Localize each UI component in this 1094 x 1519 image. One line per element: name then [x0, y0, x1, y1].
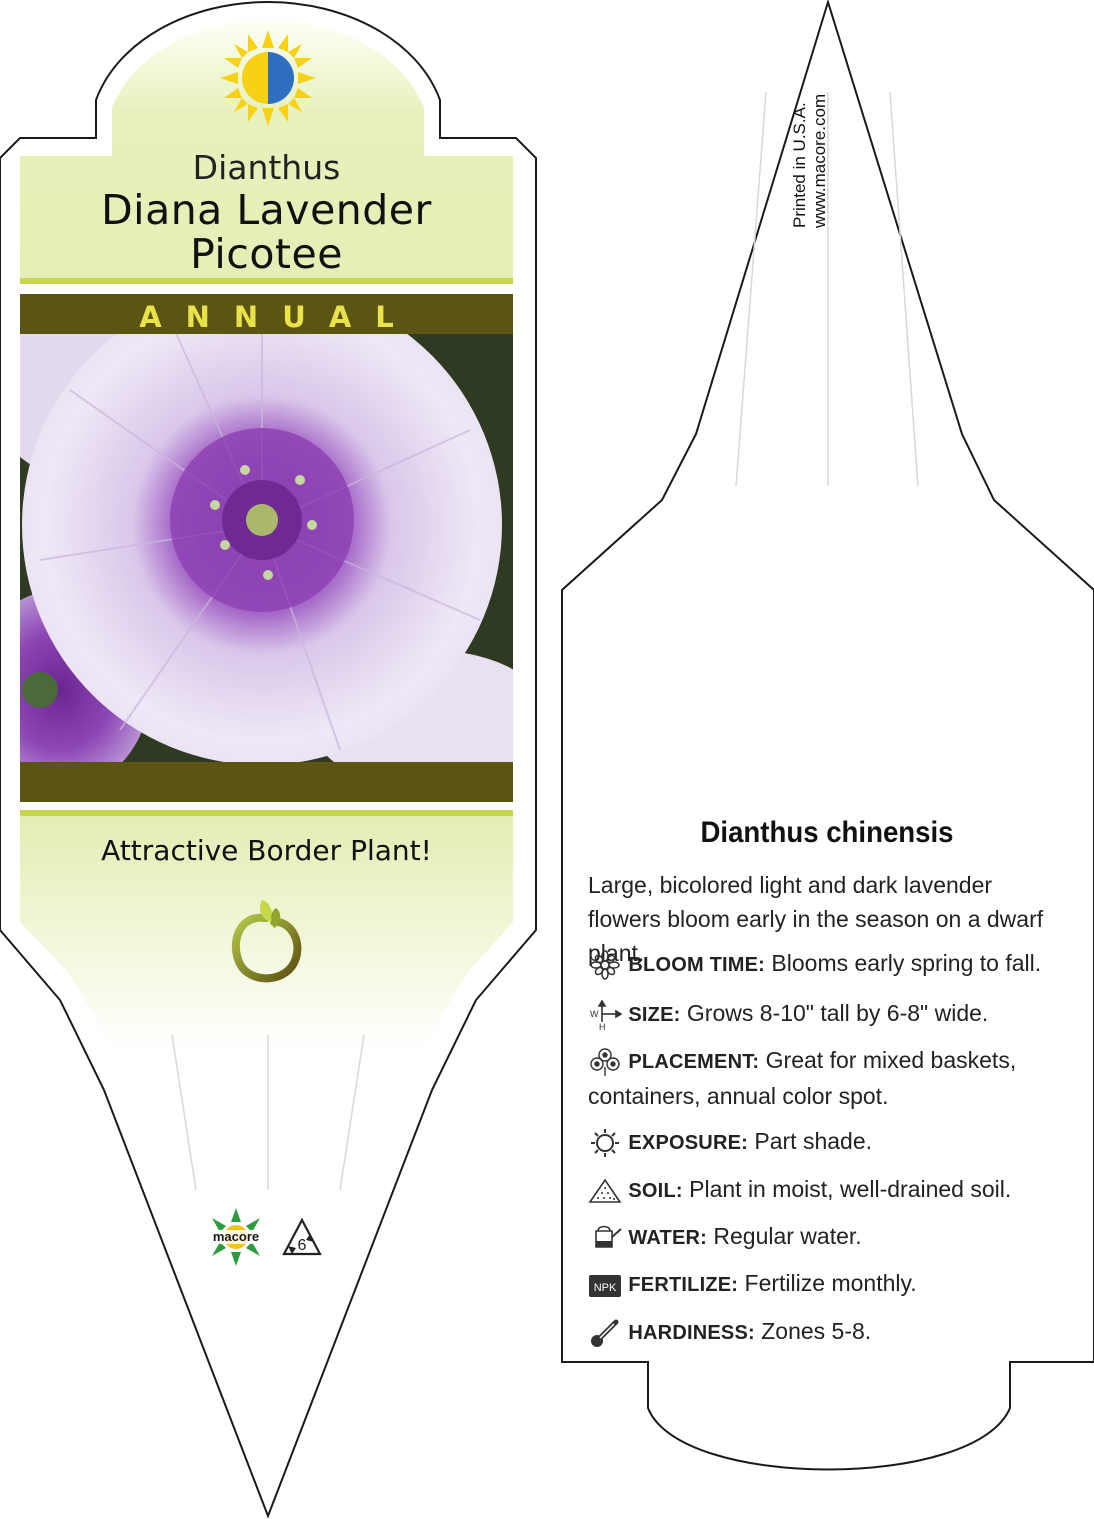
flower-cluster-icon: [588, 1047, 622, 1077]
brand-logo-text: macore: [212, 1229, 260, 1244]
size-w-label: W: [590, 1008, 599, 1019]
flower-icon: [588, 950, 622, 980]
care-text: Blooms early spring to fall.: [771, 950, 1042, 976]
website: www.macore.com: [810, 93, 829, 228]
cultivar-line-2: Picotee: [190, 230, 343, 278]
care-text: Great for mixed baskets, containers, annual color spot.: [588, 1047, 1017, 1109]
soil-icon: [588, 1176, 622, 1206]
size-arrows-icon: [588, 1000, 622, 1030]
care-label: WATER:: [628, 1227, 707, 1249]
size-h-label: H: [599, 1021, 606, 1030]
care-text: Zones 5-8.: [761, 1318, 872, 1344]
care-text: Grows 8-10" tall by 6-8" wide.: [686, 1000, 989, 1026]
npk-text: NPK: [593, 1281, 617, 1294]
care-row-hardiness: [588, 1314, 1058, 1350]
care-label: EXPOSURE:: [628, 1132, 748, 1154]
care-label: PLACEMENT:: [628, 1051, 760, 1073]
plant-category: ANNUAL: [139, 300, 418, 334]
care-label: BLOOM TIME:: [628, 954, 766, 976]
care-row-fertilize: [588, 1266, 1058, 1302]
npk-icon: [588, 1270, 622, 1300]
care-text: Fertilize monthly.: [744, 1270, 917, 1296]
printer-info: [790, 94, 830, 228]
printed-in: Printed in U.S.A.: [790, 102, 809, 228]
tagline: Attractive Border Plant!: [101, 834, 432, 867]
care-label: HARDINESS:: [628, 1322, 755, 1344]
care-text: Part shade.: [754, 1128, 873, 1154]
watering-can-icon: [588, 1223, 622, 1253]
care-text: Plant in moist, well-drained soil.: [689, 1176, 1012, 1202]
genus-name: Dianthus: [192, 148, 341, 187]
care-row-size: [588, 996, 1058, 1032]
care-label: SIZE:: [628, 1004, 681, 1026]
care-row-soil: [588, 1172, 1058, 1208]
recycle-code: 6: [297, 1237, 307, 1254]
species-name: Dianthus chinensis: [700, 816, 954, 849]
care-row-bloom-time: [588, 946, 1058, 982]
care-label: FERTILIZE:: [628, 1274, 739, 1296]
care-row-exposure: [588, 1124, 1058, 1160]
plant-description: Large, bicolored light and dark lavender flowers bloom early in the season on a dwarf plant.: [588, 872, 1044, 966]
sun-icon: [588, 1128, 622, 1158]
cultivar-line-1: Diana Lavender: [101, 186, 432, 234]
thermometer-icon: [588, 1318, 622, 1348]
care-text: Regular water.: [713, 1223, 862, 1249]
care-row-water: [588, 1219, 1058, 1255]
care-label: SOIL:: [628, 1180, 683, 1202]
care-row-placement: [588, 1043, 1058, 1113]
